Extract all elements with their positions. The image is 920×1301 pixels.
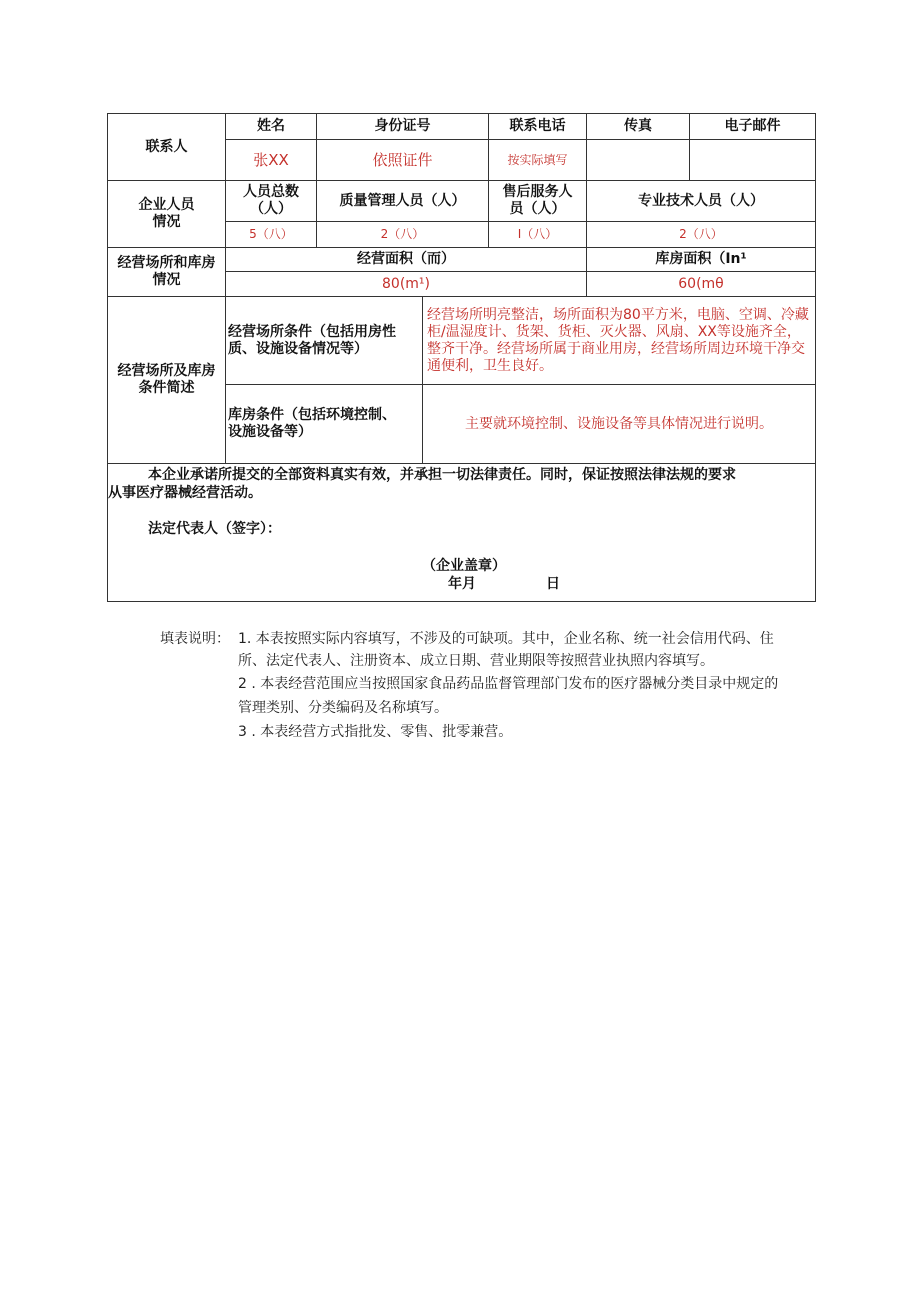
contact-fax-value[interactable]: [587, 140, 690, 181]
staff-label: [108, 181, 226, 248]
contact-email-value[interactable]: [690, 140, 816, 181]
conditions-label-line1: 经营场所及库房: [117, 363, 216, 379]
staff-header-total-line2: （人）: [250, 201, 292, 217]
site-conditions-label: [226, 297, 423, 385]
note-1-line1: 1. 本表按照实际内容填写，不涉及的可缺项。其中，企业名称、统一社会信用代码、住: [238, 631, 774, 647]
contact-label: 联系人: [108, 114, 226, 181]
staff-quality-value[interactable]: 2（八）: [317, 222, 489, 248]
conditions-label-line2: 条件简述: [138, 380, 195, 396]
legal-representative-signature[interactable]: 法定代表人（签字）：: [148, 521, 281, 537]
storage-area-value[interactable]: 60(mθ: [587, 272, 816, 297]
contact-header-id: 身份证号: [317, 114, 489, 140]
business-area-header: 经营面积（而）: [226, 248, 587, 272]
storage-conditions-description[interactable]: 主要就环境控制、设施设备等具体情况进行说明。: [423, 385, 816, 464]
contact-id-value[interactable]: 依照证件: [317, 140, 489, 181]
staff-header-service-line1: 售后服务人: [502, 184, 573, 200]
storage-conditions-label-line2: 设施设备等）: [228, 424, 312, 440]
staff-header-quality: 质量管理人员（人）: [317, 181, 489, 222]
area-label: [108, 248, 226, 297]
site-conditions-label-line2: 质、设施设备情况等）: [228, 340, 368, 357]
storage-area-header: 库房面积（In¹: [587, 248, 816, 272]
area-label-line1: 经营场所和库房: [117, 255, 216, 271]
company-seal-label: （企业盖章）: [422, 558, 506, 574]
area-label-line2: 情况: [152, 272, 181, 288]
staff-header-service-line2: 员（人）: [509, 201, 566, 217]
staff-label-line1: 企业人员: [138, 197, 195, 213]
site-conditions-label-line1: 经营场所条件（包括用房性: [228, 323, 396, 340]
storage-conditions-label: [226, 385, 423, 464]
commitment-text-line1: 本企业承诺所提交的全部资料真实有效，并承担一切法律责任。同时，保证按照法律法规的要求: [148, 467, 736, 483]
application-form-table: [107, 113, 816, 602]
conditions-label: [108, 297, 226, 464]
site-conditions-description[interactable]: 经营场所明亮整洁，场所面积为80平方米，电脑、空调、冷藏柜/温湿度计、货架、货柜、灭火器、风扇、XX等设施齐全，整齐干净。经营场所属于商业用房，经营场所周边环境干净交通便利，卫生良好。: [423, 297, 816, 385]
commitment-text-line2: 从事医疗器械经营活动。: [108, 485, 262, 501]
note-2-line2: 管理类别、分类编码及名称填写。: [238, 700, 448, 716]
staff-label-line2: 情况: [152, 214, 181, 230]
contact-header-fax: 传真: [587, 114, 690, 140]
staff-total-value[interactable]: 5（八）: [226, 222, 317, 248]
staff-header-tech: 专业技术人员（人）: [587, 181, 816, 222]
staff-header-total: [226, 181, 317, 222]
contact-name-value[interactable]: 张XX: [226, 140, 317, 181]
business-area-value[interactable]: 80(m¹): [226, 272, 587, 297]
contact-header-phone: 联系电话: [489, 114, 587, 140]
date-year-month: 年月: [448, 576, 476, 592]
contact-header-email: 电子邮件: [690, 114, 816, 140]
staff-header-total-line1: 人员总数: [243, 184, 299, 200]
date-day: 日: [546, 576, 560, 592]
date-line: [108, 575, 815, 593]
note-1-line2: 所、法定代表人、注册资本、成立日期、营业期限等按照营业执照内容填写。: [238, 653, 714, 669]
storage-conditions-label-line1: 库房条件（包括环境控制、: [228, 407, 396, 423]
note-2-line1: 2 . 本表经营范围应当按照国家食品药品监督管理部门发布的医疗器械分类目录中规定的: [238, 676, 779, 692]
commitment-section: [108, 464, 816, 602]
staff-service-value[interactable]: I（八）: [489, 222, 587, 248]
contact-phone-value[interactable]: 按实际填写: [489, 140, 587, 181]
staff-tech-value[interactable]: 2（八）: [587, 222, 816, 248]
staff-header-service: [489, 181, 587, 222]
note-3: 3 . 本表经营方式指批发、零售、批零兼营。: [238, 724, 513, 740]
filling-instructions: [160, 628, 850, 743]
notes-label: 填表说明：: [160, 631, 230, 647]
contact-header-name: 姓名: [226, 114, 317, 140]
